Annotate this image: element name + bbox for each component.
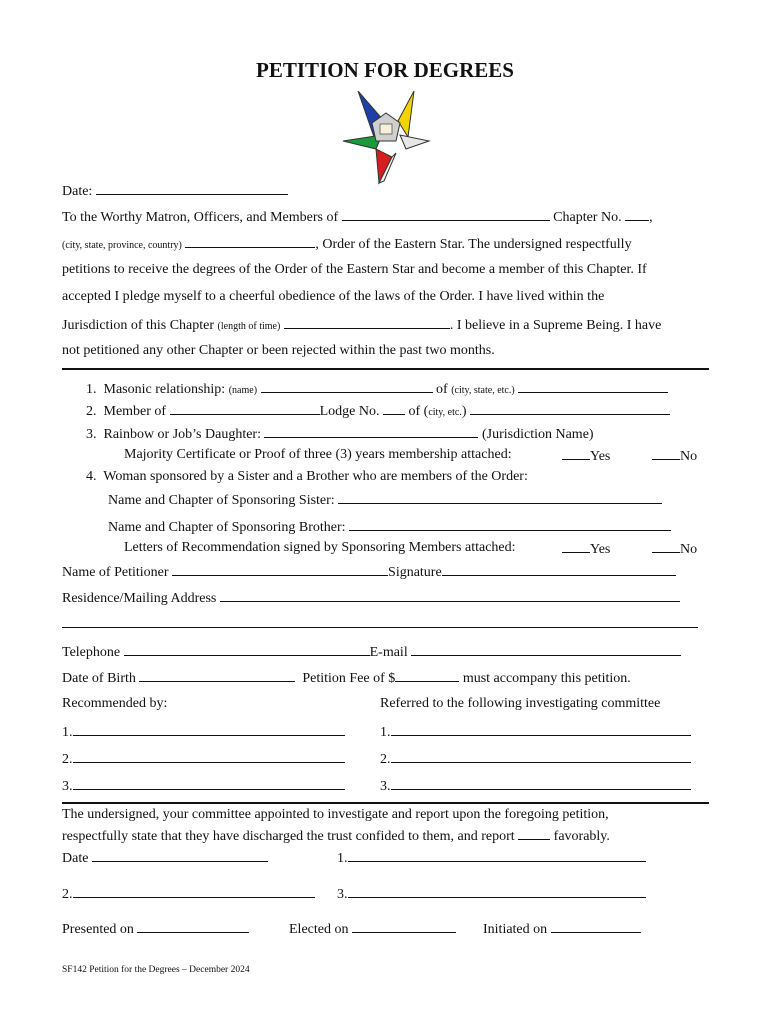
date-field[interactable] xyxy=(96,182,288,195)
letters-no-field[interactable] xyxy=(652,540,680,553)
name-hint: (name) xyxy=(228,385,258,396)
length-field[interactable] xyxy=(284,316,450,329)
item-number: 4. xyxy=(86,469,97,484)
no-label: No xyxy=(680,449,698,464)
referred-label: Referred to the following investigating committee xyxy=(380,696,661,711)
elected-label: Elected on xyxy=(289,922,349,937)
city-hint: (city, state, etc.) xyxy=(451,385,515,396)
list-number: 2. xyxy=(62,887,73,902)
petition-text-3: not petitioned any other Chapter or been rejected within the past two months. xyxy=(62,343,495,358)
recommended-label: Recommended by: xyxy=(62,696,168,711)
belief-text: . I believe in a Supreme Being. I have xyxy=(449,318,662,333)
address-field-1[interactable] xyxy=(220,589,680,602)
recommended-field-1[interactable] xyxy=(73,723,345,736)
chapter-name-field[interactable] xyxy=(342,208,550,221)
masonic-name-field[interactable] xyxy=(261,380,433,393)
list-number: 2. xyxy=(62,752,73,767)
majority-yes-field[interactable] xyxy=(562,447,590,460)
list-number: 3. xyxy=(380,779,391,794)
committee-field-2[interactable] xyxy=(391,750,691,763)
section-divider xyxy=(62,802,709,804)
petition-text-2: accepted I pledge myself to a cheerful obedience of the laws of the Order. I have lived within the xyxy=(62,289,605,304)
chapter-no-field[interactable] xyxy=(625,208,649,221)
sponsored-text: Woman sponsored by a Sister and a Brother who are members of the Order: xyxy=(103,469,528,484)
address-field-2[interactable] xyxy=(62,627,698,628)
rainbow-label: Rainbow or Job’s Daughter: xyxy=(103,427,261,442)
initiated-label: Initiated on xyxy=(483,922,548,937)
lodge-no-label: Lodge No. xyxy=(319,404,380,419)
committee-sign-field-3[interactable] xyxy=(348,885,646,898)
letters-text: Letters of Recommendation signed by Sponsoring Members attached: xyxy=(124,540,516,555)
star-point-yellow-icon xyxy=(398,91,414,137)
committee-text-2: respectfully state that they have discharged the trust confided to them, and report xyxy=(62,829,515,844)
fee-label: Petition Fee of $ xyxy=(302,671,396,686)
order-text: , Order of the Eastern Star. The undersigned respectfully xyxy=(315,237,632,252)
length-hint: (length of time) xyxy=(217,321,281,332)
jurisdiction-text: Jurisdiction of this Chapter xyxy=(62,318,215,333)
recommended-field-2[interactable] xyxy=(73,750,345,763)
committee-text-1: The undersigned, your committee appointed to investigate and report upon the foregoing petition, xyxy=(62,807,609,822)
favorably-text: favorably. xyxy=(553,829,610,844)
presented-label: Presented on xyxy=(62,922,134,937)
yes-label: Yes xyxy=(590,542,611,557)
committee-sign-field-2[interactable] xyxy=(73,885,315,898)
petition-text-1: petitions to receive the degrees of the Order of the Eastern Star and become a member of this Chapter. If xyxy=(62,262,647,277)
list-number: 3. xyxy=(62,779,73,794)
elected-field[interactable] xyxy=(352,920,456,933)
rainbow-field[interactable] xyxy=(264,425,478,438)
date-label: Date: xyxy=(62,184,93,199)
committee-sign-field-1[interactable] xyxy=(348,849,646,862)
list-number: 1. xyxy=(62,725,73,740)
no-label: No xyxy=(680,542,698,557)
close-paren: ) xyxy=(461,404,467,419)
jurisdiction-name-label: (Jurisdiction Name) xyxy=(481,427,594,442)
dob-label: Date of Birth xyxy=(62,671,136,686)
recommended-field-3[interactable] xyxy=(73,777,345,790)
committee-field-3[interactable] xyxy=(391,777,691,790)
brother-field[interactable] xyxy=(349,518,671,531)
masonic-label: Masonic relationship: xyxy=(103,382,226,397)
address-label: Residence/Mailing Address xyxy=(62,591,217,606)
member-field[interactable] xyxy=(170,402,320,415)
list-number: 1. xyxy=(337,851,348,866)
list-number: 1. xyxy=(380,725,391,740)
signature-field[interactable] xyxy=(442,563,676,576)
email-field[interactable] xyxy=(411,643,681,656)
city-hint: city, etc. xyxy=(428,407,462,418)
telephone-label: Telephone xyxy=(62,645,121,660)
signature-label: Signature xyxy=(388,565,442,580)
item-number: 2. xyxy=(86,404,97,419)
chapter-no-label: Chapter No. xyxy=(553,210,622,225)
letters-yes-field[interactable] xyxy=(562,540,590,553)
petitioner-name-label: Name of Petitioner xyxy=(62,565,169,580)
report-field[interactable] xyxy=(518,827,550,840)
committee-field-1[interactable] xyxy=(391,723,691,736)
majority-text: Majority Certificate or Proof of three (3) years membership attached: xyxy=(124,447,512,462)
of-label: of ( xyxy=(408,404,429,419)
sister-label: Name and Chapter of Sponsoring Sister: xyxy=(108,493,335,508)
eastern-star-emblem-icon xyxy=(336,91,446,187)
list-number: 2. xyxy=(380,752,391,767)
section-divider xyxy=(62,368,709,370)
masonic-city-field[interactable] xyxy=(518,380,668,393)
dob-field[interactable] xyxy=(139,669,295,682)
lodge-no-field[interactable] xyxy=(383,402,405,415)
yes-label: Yes xyxy=(590,449,611,464)
location-field[interactable] xyxy=(185,235,315,248)
item-number: 3. xyxy=(86,427,97,442)
address-to-text: To the Worthy Matron, Officers, and Members of xyxy=(62,210,339,225)
majority-no-field[interactable] xyxy=(652,447,680,460)
email-label: E-mail xyxy=(369,645,408,660)
location-hint: (city, state, province, country) xyxy=(62,240,182,251)
petitioner-name-field[interactable] xyxy=(172,563,388,576)
telephone-field[interactable] xyxy=(124,643,370,656)
committee-date-label: Date xyxy=(62,851,89,866)
member-label: Member of xyxy=(103,404,167,419)
committee-date-field[interactable] xyxy=(92,849,268,862)
presented-field[interactable] xyxy=(137,920,249,933)
fee-suffix: must accompany this petition. xyxy=(462,671,631,686)
fee-field[interactable] xyxy=(395,669,459,682)
lodge-city-field[interactable] xyxy=(470,402,670,415)
item-number: 1. xyxy=(86,382,97,397)
initiated-field[interactable] xyxy=(551,920,641,933)
star-point-white-icon xyxy=(400,135,429,149)
of-label: of xyxy=(436,382,448,397)
footer-text: SF142 Petition for the Degrees – December 2024 xyxy=(62,965,250,975)
brother-label: Name and Chapter of Sponsoring Brother: xyxy=(108,520,346,535)
sister-field[interactable] xyxy=(338,491,662,504)
list-number: 3. xyxy=(337,887,348,902)
emblem-altar-icon xyxy=(380,124,392,134)
page-title: PETITION FOR DEGREES xyxy=(256,58,514,82)
